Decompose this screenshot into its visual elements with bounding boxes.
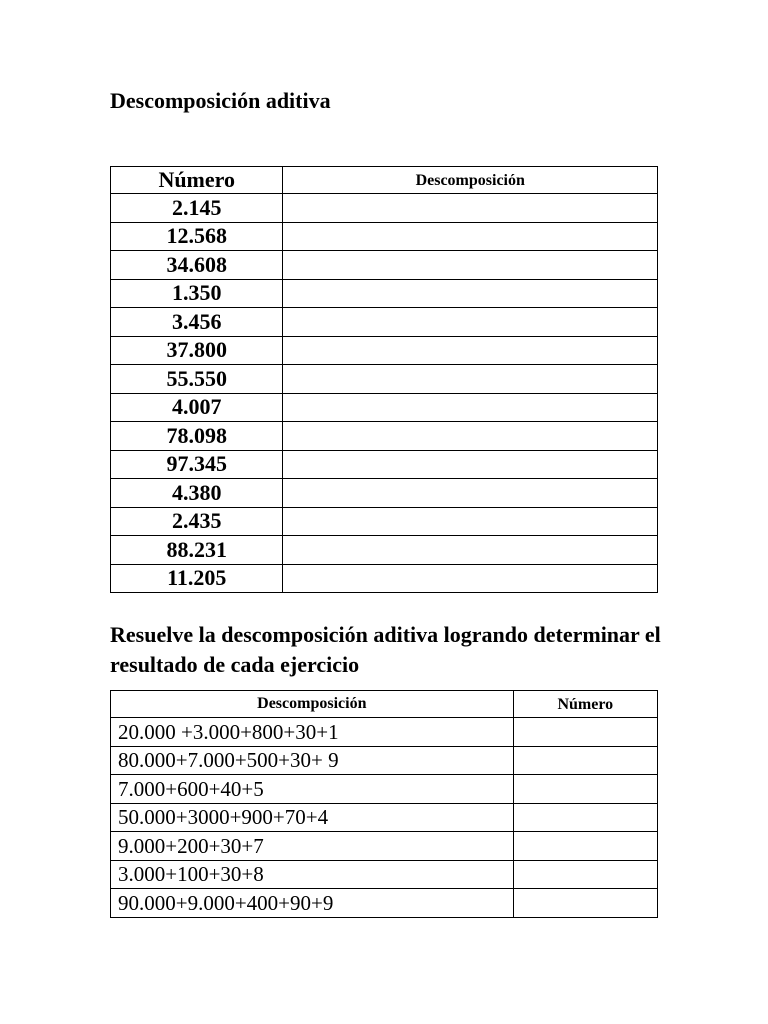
table-row xyxy=(111,479,658,508)
answer-cell[interactable] xyxy=(283,251,658,280)
table-row xyxy=(111,365,658,394)
decomposition-cell: 80.000+7.000+500+30+ 9 xyxy=(111,746,514,775)
header-descomposicion: Descomposición xyxy=(283,167,658,194)
answer-cell[interactable] xyxy=(513,889,657,918)
number-cell: 1.350 xyxy=(111,279,283,308)
table-row xyxy=(111,718,658,747)
table-header-row xyxy=(111,167,658,194)
number-cell: 4.007 xyxy=(111,393,283,422)
number-cell: 2.435 xyxy=(111,507,283,536)
table-row xyxy=(111,422,658,451)
answer-cell[interactable] xyxy=(283,365,658,394)
table-row xyxy=(111,222,658,251)
answer-cell[interactable] xyxy=(283,450,658,479)
number-cell: 55.550 xyxy=(111,365,283,394)
section2-title: Resuelve la descomposición aditiva logrando determinar el resultado de cada ejercicio xyxy=(110,622,661,677)
header-numero: Número xyxy=(111,167,283,194)
table-row xyxy=(111,308,658,337)
table-row xyxy=(111,450,658,479)
table-row xyxy=(111,393,658,422)
table-row xyxy=(111,536,658,565)
answer-cell[interactable] xyxy=(513,746,657,775)
decomposition-cell: 3.000+100+30+8 xyxy=(111,860,514,889)
answer-cell[interactable] xyxy=(283,507,658,536)
table-row xyxy=(111,832,658,861)
answer-cell[interactable] xyxy=(283,422,658,451)
number-cell: 34.608 xyxy=(111,251,283,280)
number-cell: 78.098 xyxy=(111,422,283,451)
number-cell: 3.456 xyxy=(111,308,283,337)
answer-cell[interactable] xyxy=(283,336,658,365)
section1-title: Descomposición aditiva xyxy=(110,88,331,113)
table-row xyxy=(111,336,658,365)
answer-cell[interactable] xyxy=(283,393,658,422)
number-decomposition-table xyxy=(110,166,658,593)
decomposition-cell: 20.000 +3.000+800+30+1 xyxy=(111,718,514,747)
table-row xyxy=(111,507,658,536)
table-row xyxy=(111,860,658,889)
number-cell: 2.145 xyxy=(111,194,283,223)
header-descomposicion: Descomposición xyxy=(111,691,514,718)
number-cell: 37.800 xyxy=(111,336,283,365)
answer-cell[interactable] xyxy=(513,718,657,747)
header-numero: Número xyxy=(513,691,657,718)
answer-cell[interactable] xyxy=(283,222,658,251)
table-header-row xyxy=(111,691,658,718)
decomposition-cell: 50.000+3000+900+70+4 xyxy=(111,803,514,832)
composition-table xyxy=(110,690,658,918)
answer-cell[interactable] xyxy=(283,279,658,308)
table-row xyxy=(111,746,658,775)
answer-cell[interactable] xyxy=(283,536,658,565)
answer-cell[interactable] xyxy=(283,194,658,223)
decomposition-cell: 7.000+600+40+5 xyxy=(111,775,514,804)
number-cell: 97.345 xyxy=(111,450,283,479)
answer-cell[interactable] xyxy=(513,775,657,804)
answer-cell[interactable] xyxy=(513,832,657,861)
table-row xyxy=(111,279,658,308)
number-cell: 88.231 xyxy=(111,536,283,565)
table-row xyxy=(111,564,658,593)
answer-cell[interactable] xyxy=(283,479,658,508)
answer-cell[interactable] xyxy=(283,308,658,337)
table-row xyxy=(111,251,658,280)
decomposition-cell: 9.000+200+30+7 xyxy=(111,832,514,861)
decomposition-cell: 90.000+9.000+400+90+9 xyxy=(111,889,514,918)
answer-cell[interactable] xyxy=(513,860,657,889)
number-cell: 4.380 xyxy=(111,479,283,508)
table-row xyxy=(111,775,658,804)
answer-cell[interactable] xyxy=(283,564,658,593)
answer-cell[interactable] xyxy=(513,803,657,832)
table-row xyxy=(111,803,658,832)
number-cell: 11.205 xyxy=(111,564,283,593)
number-cell: 12.568 xyxy=(111,222,283,251)
table-row xyxy=(111,194,658,223)
table-row xyxy=(111,889,658,918)
